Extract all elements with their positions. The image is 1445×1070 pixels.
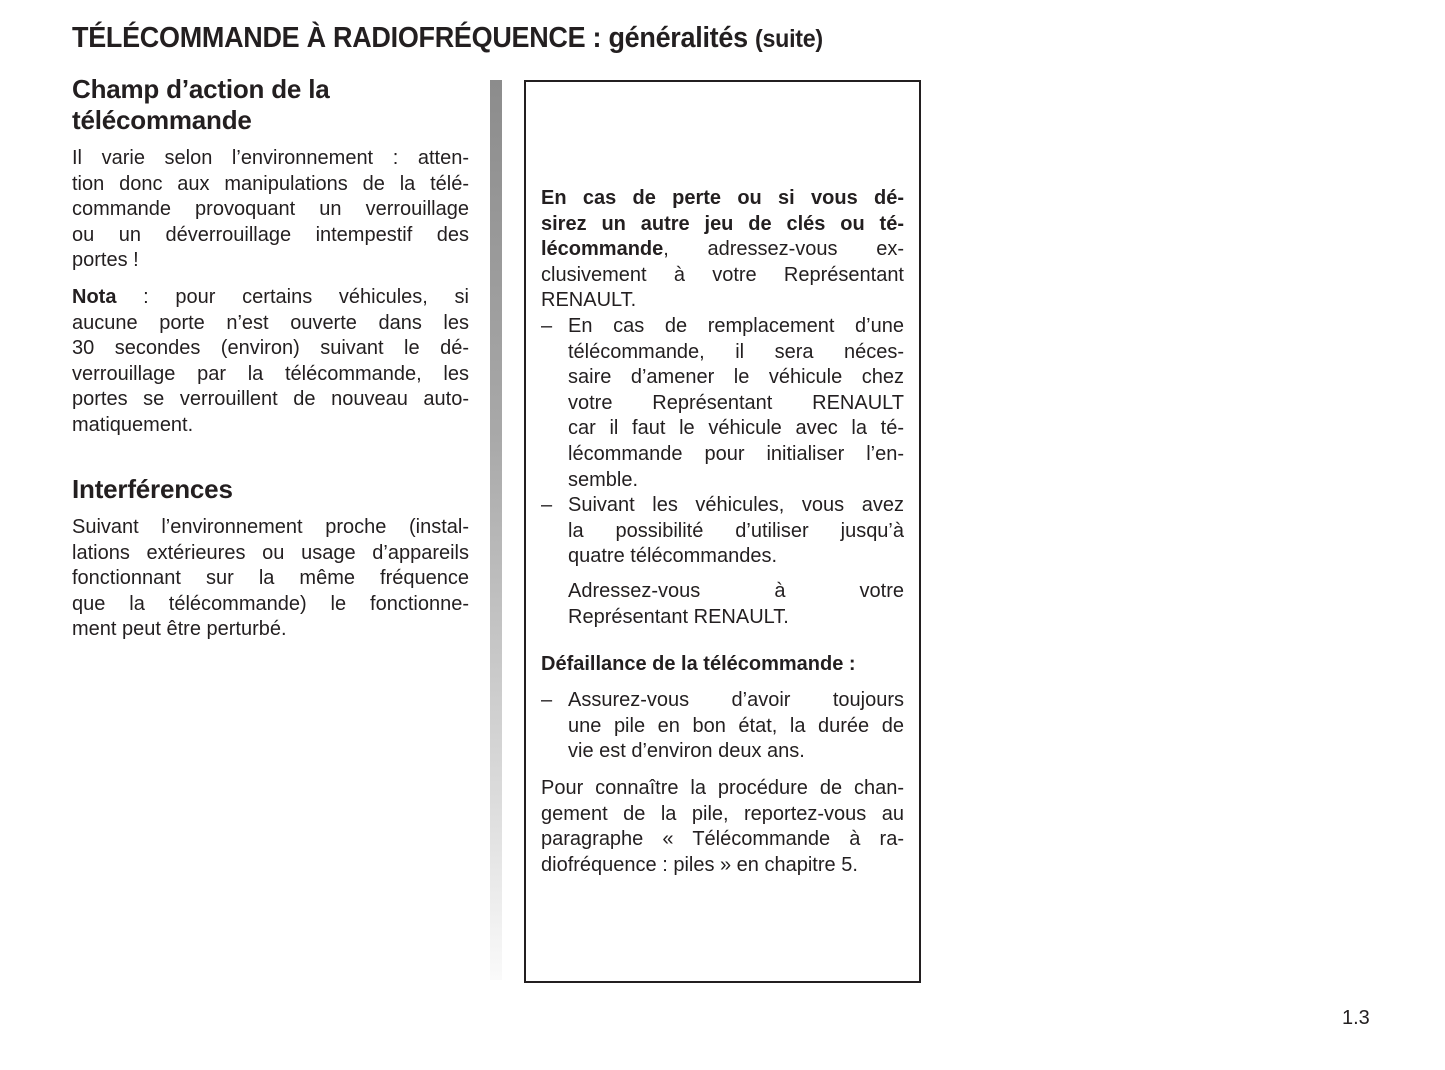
text-line: [568, 714, 904, 740]
line-text: portes !: [72, 249, 139, 272]
text-line: [72, 311, 469, 337]
bullet-text: [568, 314, 904, 493]
text-line: [568, 442, 904, 468]
text-line: [72, 617, 469, 643]
title-suffix: (suite): [755, 25, 823, 53]
text-line: [568, 579, 904, 605]
text-line: [72, 285, 469, 311]
text-line: [568, 391, 904, 417]
text-line: [541, 237, 904, 263]
text-line: [568, 416, 904, 442]
line-text: ment peut être perturbé.: [72, 618, 287, 641]
dash-bullet: –: [541, 494, 553, 516]
text-line: [568, 468, 904, 494]
margin-bar: [490, 80, 502, 980]
line-text: matiquement.: [72, 413, 194, 436]
bold-text: sirez un autre jeu de clés ou té-: [541, 212, 904, 235]
bullet-replacement: [541, 314, 904, 493]
line-text: votre Représentant RENAULT: [568, 391, 904, 414]
line-text: RENAULT.: [541, 289, 637, 312]
line-text: vie est d’environ deux ans.: [568, 740, 805, 763]
line-text: gement de la pile, reportez-vous au: [541, 802, 904, 825]
line-text: Assurez-vous d’avoir toujours: [568, 689, 904, 711]
line-text: Représentant RENAULT.: [568, 605, 789, 628]
text-line: [72, 362, 469, 388]
text-line: [72, 413, 469, 439]
heading-line: télécommande: [72, 105, 252, 135]
line-text: Adressez-vous à votre: [568, 580, 904, 602]
text-line: [568, 739, 904, 765]
bullet-text: [568, 688, 904, 765]
dash-bullet: –: [541, 689, 553, 711]
text-line: [72, 146, 469, 172]
page-title: [72, 22, 823, 55]
bullet-battery: [541, 688, 904, 765]
line-text: Suivant l’environnement proche (instal-: [72, 516, 469, 538]
bold-text: Nota: [72, 286, 117, 308]
line-text: Suivant les véhicules, vous avez: [568, 494, 904, 516]
line-text: télécommande, il sera néces-: [568, 340, 904, 363]
text-line: [72, 592, 469, 618]
line-text: semble.: [568, 468, 639, 491]
line-text: tion donc aux manipulations de la télé-: [72, 172, 469, 195]
text-line: [568, 519, 904, 545]
paragraph-nota: [72, 285, 469, 439]
text-line: [541, 263, 904, 289]
bold-text: En cas de perte ou si vous dé-: [541, 187, 904, 209]
title-main: TÉLÉCOMMANDE À RADIOFRÉQUENCE : généralités: [72, 22, 748, 54]
line-text: commande provoquant un verrouillage: [72, 198, 469, 221]
bullet-note-text: [568, 579, 904, 630]
line-text: , adressez-vous ex-: [663, 238, 904, 261]
bullet-note: [541, 579, 904, 630]
line-text: car il faut le véhicule avec la té-: [568, 417, 904, 440]
line-text: fonctionnant sur la même fréquence: [72, 567, 469, 590]
line-text: une pile en bon état, la durée de: [568, 714, 904, 737]
line-text: portes se verrouillent de nouveau auto-: [72, 388, 469, 411]
line-text: verrouillage par la télécommande, les: [72, 362, 469, 385]
text-line: [72, 336, 469, 362]
line-text: que la télécommande) le fonctionne-: [72, 592, 469, 615]
text-line: [541, 652, 904, 678]
text-line: [72, 515, 469, 541]
line-text: quatre télécommandes.: [568, 545, 778, 568]
text-line: [72, 387, 469, 413]
text-line: [72, 197, 469, 223]
paragraph-interferences: [72, 515, 469, 643]
line-text: saire d’amener le véhicule chez: [568, 366, 904, 389]
text-line: [568, 605, 904, 631]
line-text: Il varie selon l’environnement : atten-: [72, 147, 469, 169]
bold-text: Défaillance de la télécommande :: [541, 653, 856, 675]
text-line: [568, 493, 904, 519]
line-text: clusivement à votre Représentant: [541, 263, 904, 286]
text-line: [541, 212, 904, 238]
bullet-text: [568, 493, 904, 570]
line-text: : pour certains véhicules, si: [116, 286, 469, 308]
line-text: lations extérieures ou usage d’appareils: [72, 541, 469, 564]
paragraph-range: [72, 146, 469, 274]
line-text: paragraphe « Télécommande à ra-: [541, 828, 904, 851]
line-text: ou un déverrouillage intempestif des: [72, 223, 469, 246]
text-line: [568, 688, 904, 714]
line-text: Pour connaître la procédure de chan-: [541, 777, 904, 799]
text-line: [541, 827, 904, 853]
box-intro: [541, 186, 904, 314]
text-line: [72, 566, 469, 592]
text-line: [72, 223, 469, 249]
heading-line: Champ d’action de la: [72, 74, 330, 104]
line-text: 30 secondes (environ) suivant le dé-: [72, 337, 469, 360]
text-line: [541, 802, 904, 828]
heading-interferences: Interférences: [72, 474, 233, 504]
text-line: [541, 288, 904, 314]
line-text: aucune porte n’est ouverte dans les: [72, 311, 469, 334]
line-text: la possibilité d’utiliser jusqu’à: [568, 519, 904, 542]
text-line: [72, 541, 469, 567]
heading-failure: [541, 652, 904, 678]
text-line: [568, 365, 904, 391]
bold-text: lécommande: [541, 238, 664, 261]
line-text: diofréquence : piles » en chapitre 5.: [541, 853, 858, 876]
line-text: En cas de remplacement d’une: [568, 315, 904, 337]
heading-range: [72, 74, 330, 136]
text-line: [72, 172, 469, 198]
text-line: [72, 248, 469, 274]
bullet-quantity: [541, 493, 904, 570]
page-number: 1.3: [1342, 1007, 1370, 1029]
paragraph-battery-procedure: [541, 776, 904, 878]
text-line: [541, 776, 904, 802]
line-text: lécommande pour initialiser l’en-: [568, 442, 904, 465]
text-line: [541, 186, 904, 212]
text-line: [541, 853, 904, 879]
text-line: [568, 314, 904, 340]
dash-bullet: –: [541, 315, 553, 337]
text-line: [568, 340, 904, 366]
text-line: [568, 544, 904, 570]
